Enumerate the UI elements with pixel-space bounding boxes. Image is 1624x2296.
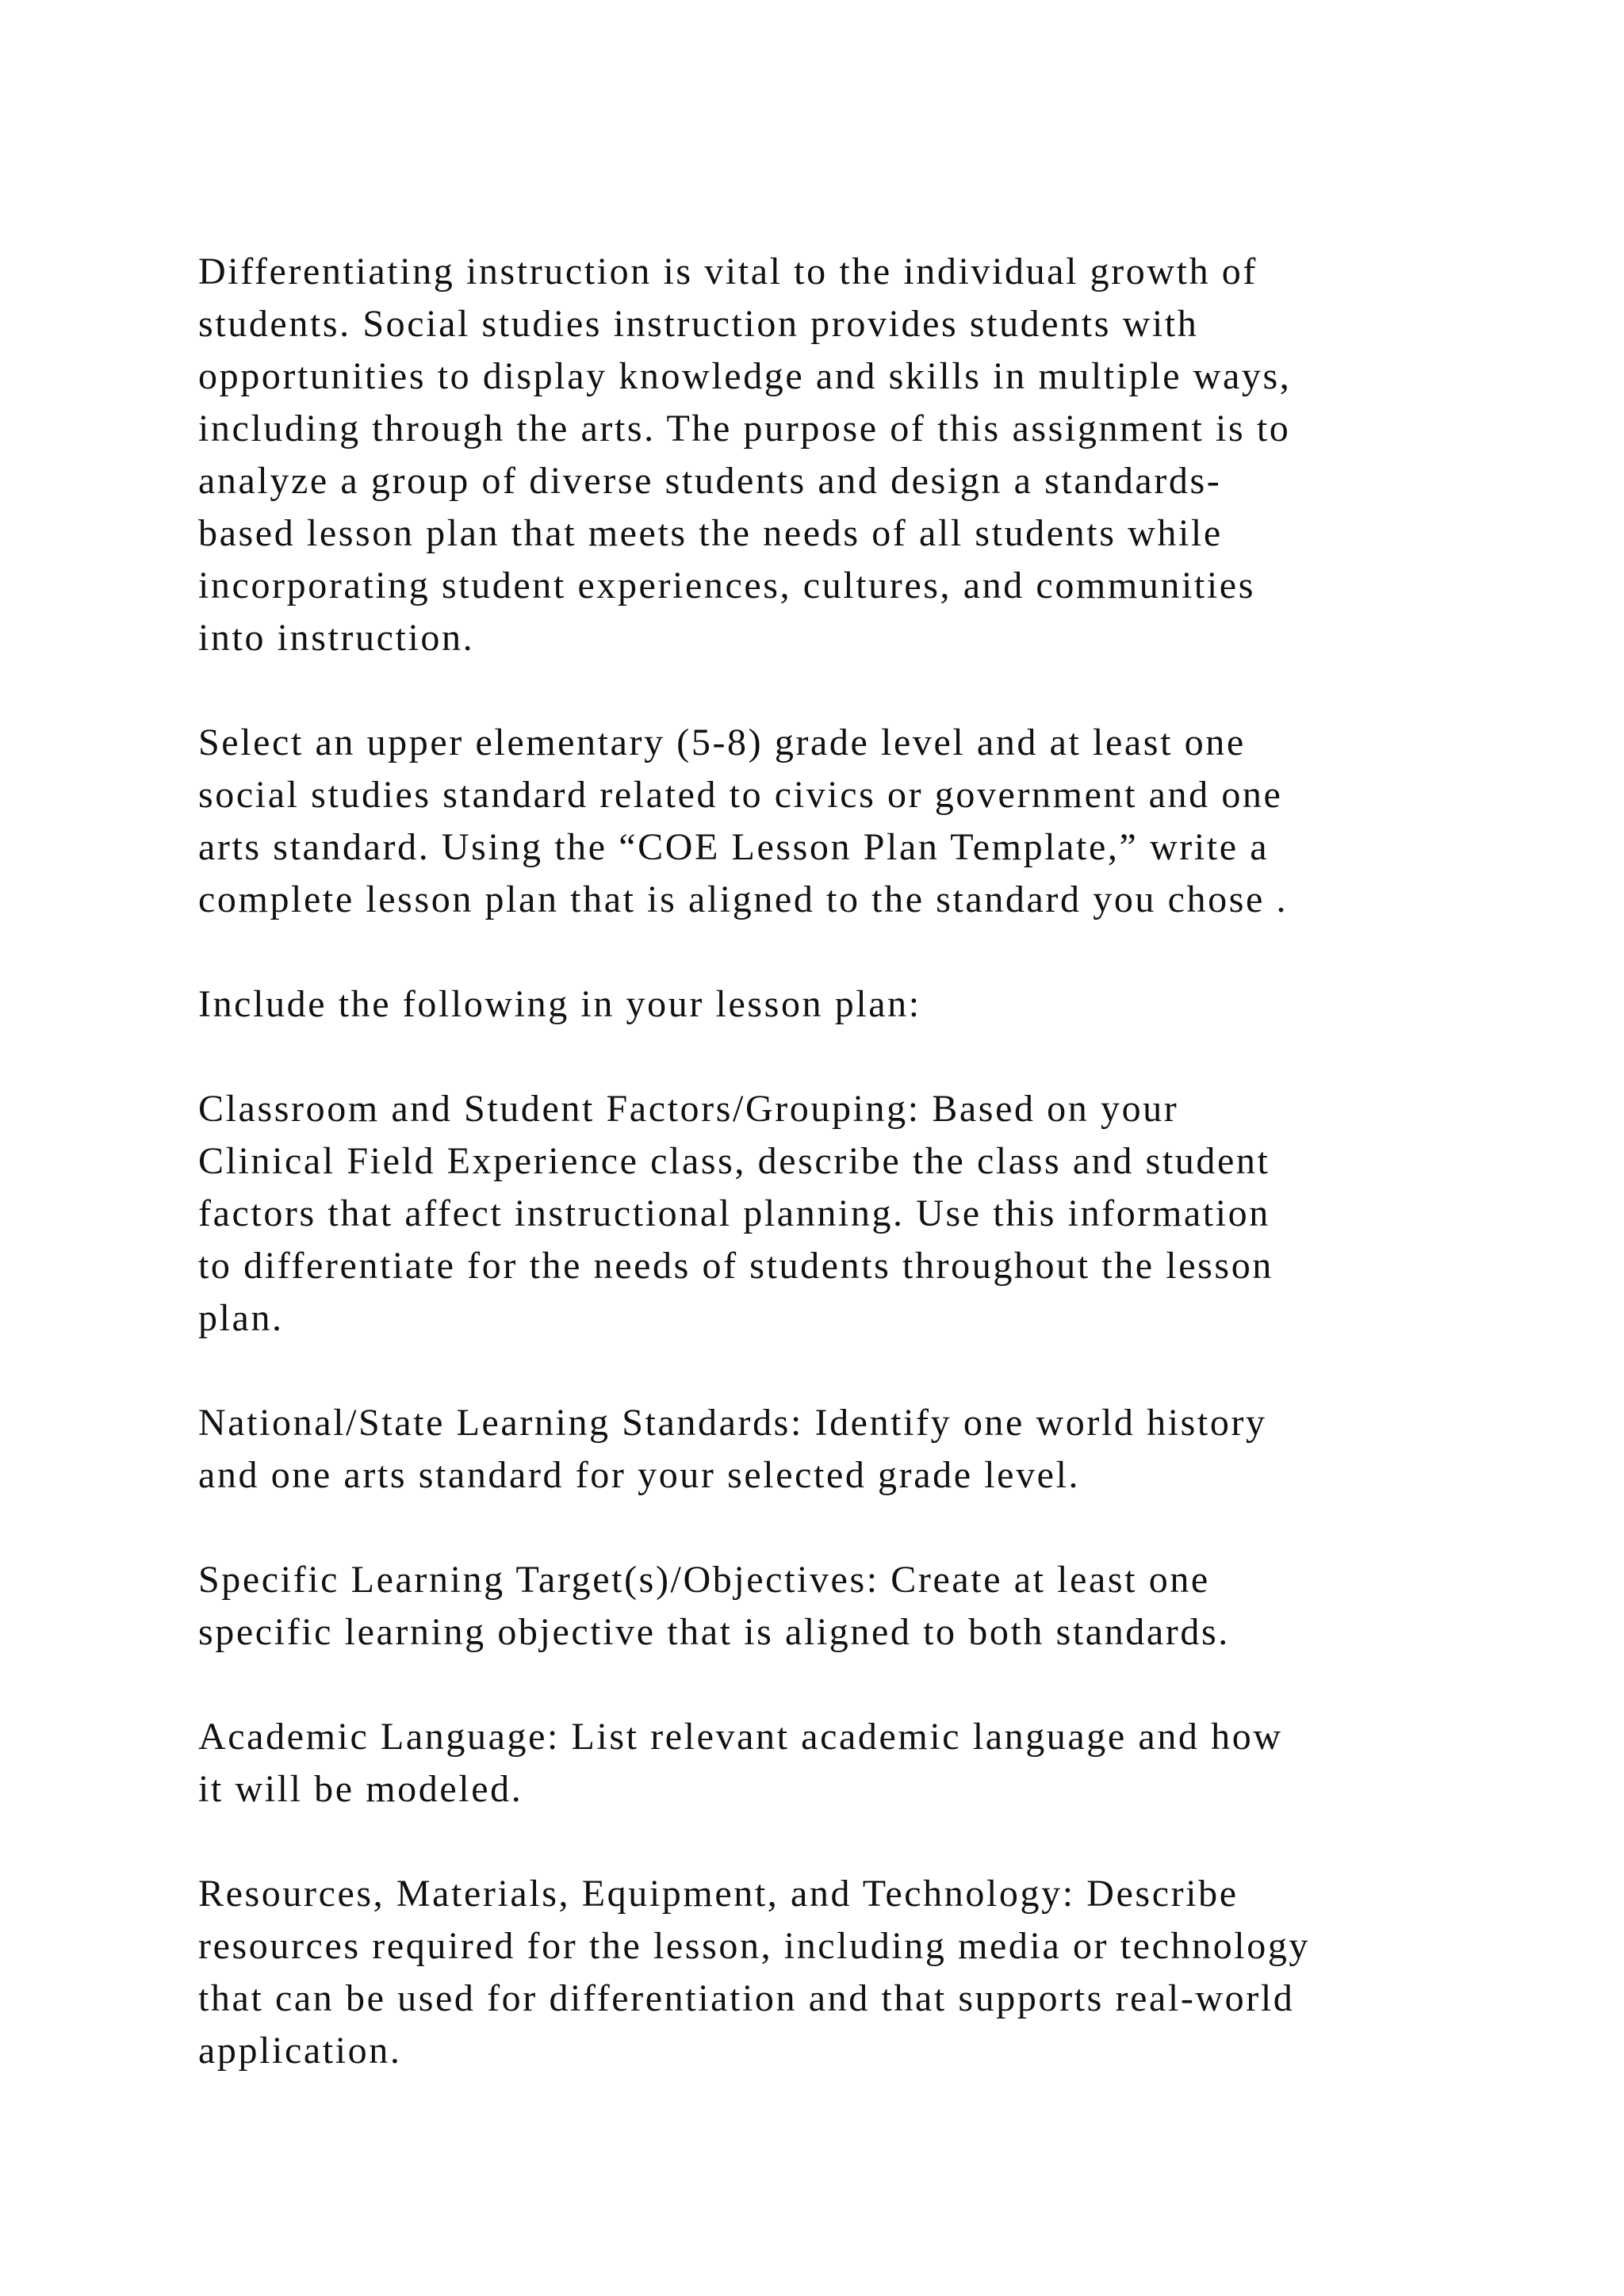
text-line: including through the arts. The purpose of this assignment is to bbox=[198, 408, 1291, 450]
text-line: social studies standard related to civics or government and one bbox=[198, 774, 1283, 816]
paragraph-classroom-factors bbox=[198, 1083, 1507, 1345]
text-line: Classroom and Student Factors/Grouping: Based on your bbox=[198, 1088, 1179, 1130]
text-line: arts standard. Using the “COE Lesson Plan Template,” write a bbox=[198, 826, 1270, 868]
text-line: Differentiating instruction is vital to the individual growth of bbox=[198, 251, 1258, 293]
text-line: based lesson plan that meets the needs of all students while bbox=[198, 512, 1223, 554]
text-line: Clinical Field Experience class, describe the class and student bbox=[198, 1140, 1270, 1182]
paragraph-include bbox=[198, 978, 1507, 1031]
text-line: Include the following in your lesson plan: bbox=[198, 983, 921, 1025]
text-line: analyze a group of diverse students and design a standards- bbox=[198, 460, 1222, 502]
text-line: into instruction. bbox=[198, 617, 475, 659]
paragraph-objectives bbox=[198, 1554, 1507, 1659]
text-line: Select an upper elementary (5-8) grade level and at least one bbox=[198, 721, 1246, 763]
text-line: resources required for the lesson, including media or technology bbox=[198, 1925, 1311, 1967]
text-line: specific learning objective that is aligned to both standards. bbox=[198, 1611, 1230, 1653]
text-line: Academic Language: List relevant academic language and how bbox=[198, 1716, 1283, 1758]
text-line: factors that affect instructional planning. Use this information bbox=[198, 1192, 1270, 1234]
paragraph-intro bbox=[198, 246, 1507, 664]
text-line: that can be used for differentiation and that supports real-world bbox=[198, 1977, 1295, 2019]
document-body bbox=[198, 246, 1507, 2130]
paragraph-resources bbox=[198, 1868, 1507, 2077]
text-line: and one arts standard for your selected grade level. bbox=[198, 1454, 1081, 1496]
text-line: Specific Learning Target(s)/Objectives: Create at least one bbox=[198, 1559, 1210, 1601]
paragraph-academic-language bbox=[198, 1711, 1507, 1816]
text-line: Resources, Materials, Equipment, and Technology: Describe bbox=[198, 1873, 1239, 1915]
text-line: it will be modeled. bbox=[198, 1768, 523, 1810]
text-line: students. Social studies instruction provides students with bbox=[198, 303, 1199, 345]
paragraph-select-grade bbox=[198, 717, 1507, 926]
text-line: application. bbox=[198, 2030, 402, 2072]
text-line: National/State Learning Standards: Identify one world history bbox=[198, 1402, 1267, 1444]
text-line: incorporating student experiences, cultures, and communities bbox=[198, 564, 1255, 607]
text-line: complete lesson plan that is aligned to the standard you chose . bbox=[198, 878, 1289, 920]
text-line: opportunities to display knowledge and skills in multiple ways, bbox=[198, 355, 1292, 397]
text-line: to differentiate for the needs of students throughout the lesson bbox=[198, 1245, 1274, 1287]
paragraph-standards bbox=[198, 1397, 1507, 1502]
text-line: plan. bbox=[198, 1297, 284, 1339]
